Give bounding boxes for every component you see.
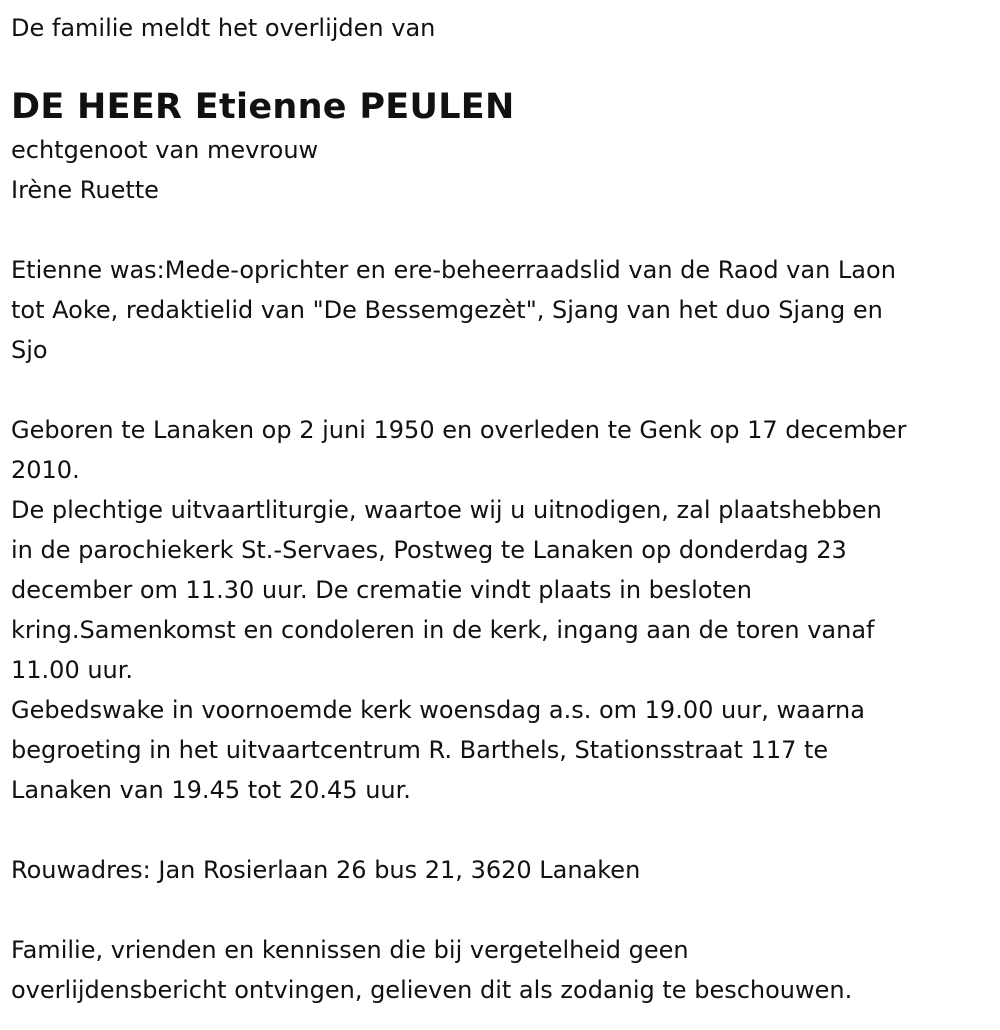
bio-paragraph <box>11 250 990 370</box>
intro-text: De familie meldt het overlijden van <box>11 14 436 42</box>
bio-line: Etienne was:Mede-oprichter en ere-beheerraadslid van de Raod van Laon <box>11 256 896 284</box>
details-line: begroeting in het uitvaartcentrum R. Barthels, Stationsstraat 117 te <box>11 736 829 764</box>
details-line: Lanaken van 19.45 tot 20.45 uur. <box>11 776 411 804</box>
details-line: 2010. <box>11 456 80 484</box>
deceased-name: DE HEER Etienne PEULEN <box>11 87 515 127</box>
closing-paragraph <box>11 930 990 1010</box>
bio-line: Sjo <box>11 336 48 364</box>
details-line: kring.Samenkomst en condoleren in de kerk, ingang aan de toren vanaf <box>11 616 875 644</box>
details-line: 11.00 uur. <box>11 656 134 684</box>
spouse-line: Irène Ruette <box>11 176 159 204</box>
spouse-line: echtgenoot van mevrouw <box>11 136 319 164</box>
mourning-address: Rouwadres: Jan Rosierlaan 26 bus 21, 3620 Lanaken <box>11 856 641 884</box>
details-paragraph <box>11 410 990 810</box>
details-line: in de parochiekerk St.-Servaes, Postweg te Lanaken op donderdag 23 <box>11 536 847 564</box>
bio-line: tot Aoke, redaktielid van "De Bessemgezèt", Sjang van het duo Sjang en <box>11 296 883 324</box>
details-line: De plechtige uitvaartliturgie, waartoe wij u uitnodigen, zal plaatshebben <box>11 496 882 524</box>
address-paragraph <box>11 850 990 890</box>
closing-line: overlijdensbericht ontvingen, gelieven dit als zodanig te beschouwen. <box>11 976 853 1004</box>
closing-line: Familie, vrienden en kennissen die bij vergetelheid geen <box>11 936 689 964</box>
details-line: Geboren te Lanaken op 2 juni 1950 en overleden te Genk op 17 december <box>11 416 907 444</box>
spouse-block <box>11 130 990 210</box>
details-line: december om 11.30 uur. De crematie vindt plaats in besloten <box>11 576 752 604</box>
details-line: Gebedswake in voornoemde kerk woensdag a.s. om 19.00 uur, waarna <box>11 696 865 724</box>
